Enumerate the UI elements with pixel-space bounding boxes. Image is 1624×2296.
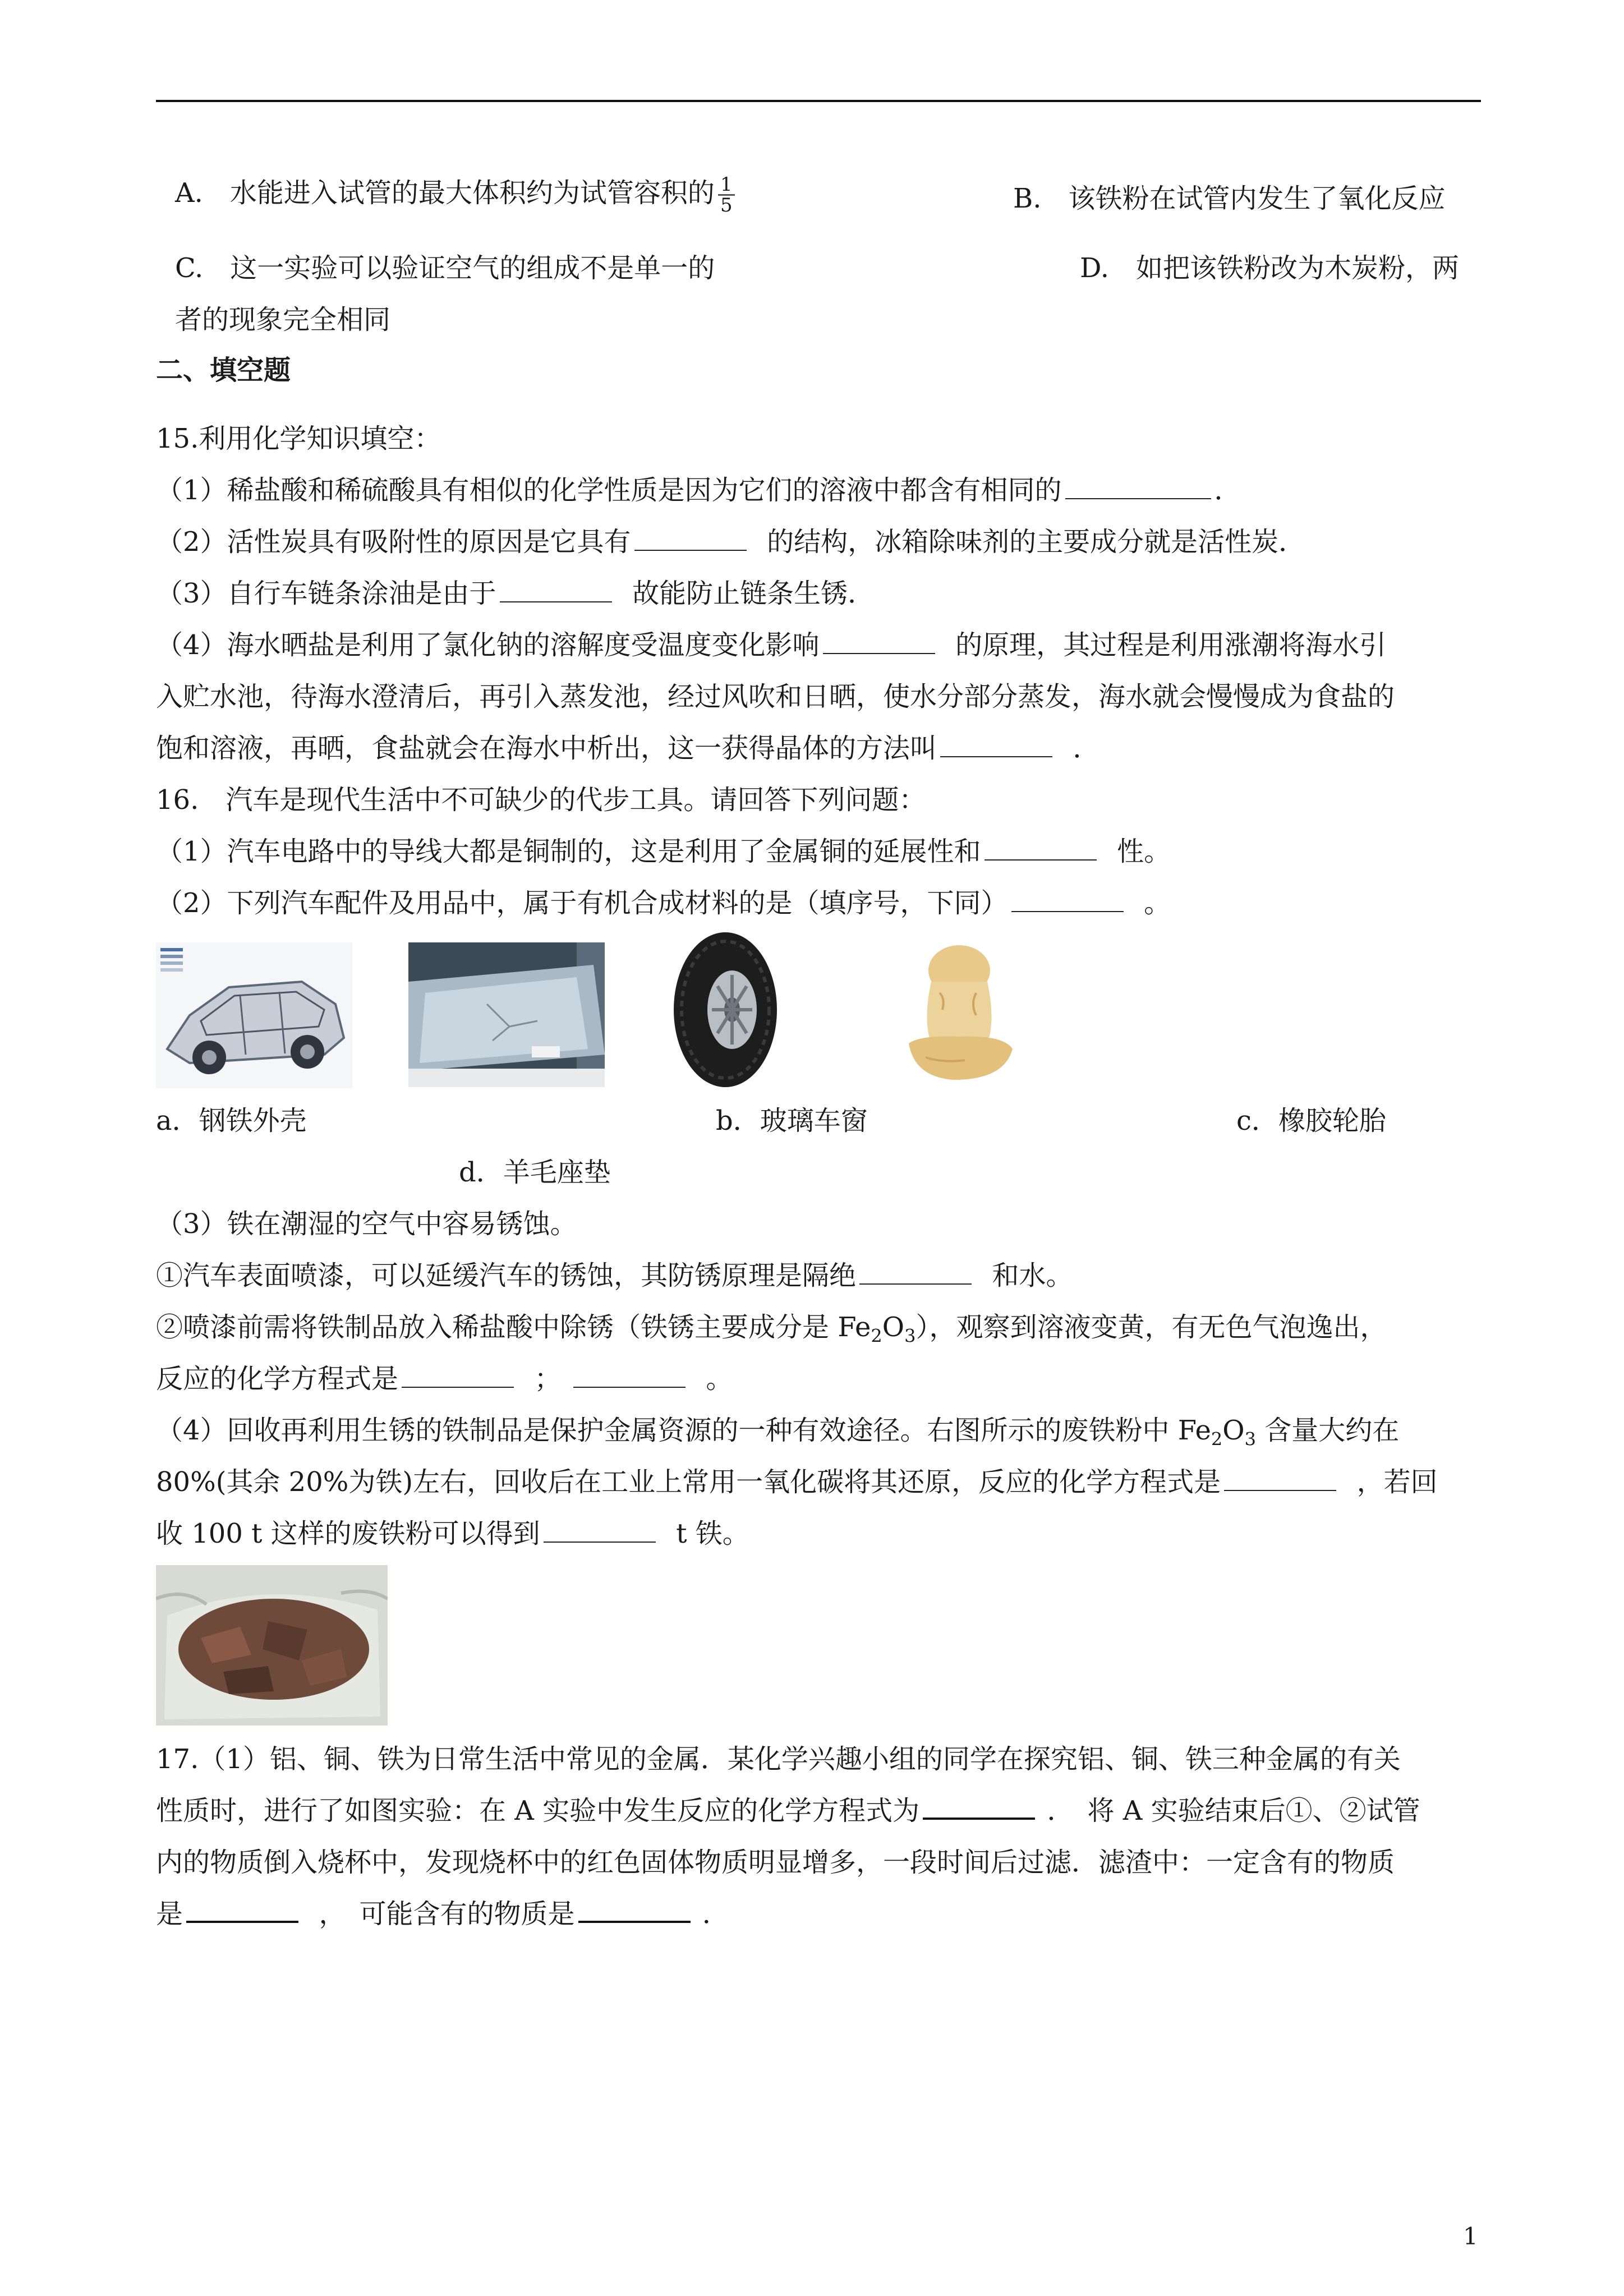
glass-window-image [408,942,605,1087]
q16-option-d: d．羊毛座垫 [459,1157,611,1188]
q16-part4-line2: 80%(其余 20%为铁)左右，回收后在工业上常用一氧化碳将其还原，反应的化学方程式是 ，若回 [156,1466,1438,1498]
section-title: 二、填空题 [156,355,291,386]
answer-blank[interactable] [402,1364,514,1388]
answer-blank[interactable] [573,1364,686,1388]
q14-option-c: C. 这一实验可以验证空气的组成不是单一的 [175,252,715,284]
wool-seat-cushion-image [892,937,1021,1084]
answer-blank[interactable] [578,1898,691,1923]
q17-line4: 是 ， 可能含有的物质是 ． [156,1898,729,1930]
answer-blank[interactable] [1065,476,1211,499]
answer-blank[interactable] [823,631,935,654]
answer-blank[interactable] [923,1795,1035,1820]
q15-part4-line3: 饱和溶液，再晒，食盐就会在海水中析出，这一获得晶体的方法叫 ． [156,733,1100,764]
q15-stem: 15.利用化学知识填空： [156,423,441,454]
rubber-tire-image [669,930,781,1089]
q17-line1: 17.（1）铝、铜、铁为日常生活中常见的金属．某化学兴趣小组的同学在探究铝、铜、铁三种金属的有关 [156,1743,1401,1775]
q14-option-d: D. 如把该铁粉改为木炭粉，两 [1080,252,1460,284]
q16-option-a: a．钢铁外壳 [156,1105,307,1137]
fraction: $\frac{1}{5}$ [718,175,735,215]
q16-part3-item2-line2: 反应的化学方程式是 ； 。 [156,1363,733,1395]
answer-blank[interactable] [500,579,612,602]
header-rule [156,100,1481,102]
q16-part3-item2: ②喷漆前需将铁制品放入稀盐酸中除锈（铁锈主要成分是 $Fe_2O_3$），观察到溶液变黄，有无色气泡逸出， [156,1312,1387,1347]
answer-blank[interactable] [1011,889,1124,912]
q16-part3-item1: ①汽车表面喷漆，可以延缓汽车的锈蚀，其防锈原理是隔绝 和水。 [156,1260,1073,1291]
answer-blank[interactable] [859,1261,972,1285]
q16-option-b: b．玻璃车窗 [716,1105,868,1137]
page-number: 1 [1463,2223,1478,2250]
answer-blank[interactable] [634,527,747,551]
q17-line2: 性质时，进行了如图实验：在 A 实验中发生反应的化学方程式为 ． 将 A 实验结束后①、②试管 [156,1795,1420,1826]
answer-blank[interactable] [940,734,1052,757]
q16-option-c: c．橡胶轮胎 [1236,1105,1386,1137]
q15-part1: （1）稀盐酸和稀硫酸具有相似的化学性质是因为它们的溶液中都含有相同的 ． [156,475,1241,506]
waste-iron-powder-image [156,1565,388,1726]
answer-blank[interactable] [1224,1467,1336,1491]
car-body-image [156,942,352,1088]
q16-part1: （1）汽车电路中的导线大都是铜制的，这是利用了金属铜的延展性和 性。 [156,836,1171,867]
q14-option-a: A. 水能进入试管的最大体积约为试管容积的 $\frac{1}{5}$ [175,175,735,215]
q15-part4-line1: （4）海水晒盐是利用了氯化钠的溶解度受温度变化影响 的原理，其过程是利用涨潮将海水引 [156,629,1387,661]
q14-option-b: B. 该铁粉在试管内发生了氧化反应 [1013,183,1446,214]
q17-line3: 内的物质倒入烧杯中，发现烧杯中的红色固体物质明显增多，一段时间后过滤．滤渣中：一定含有的物质 [156,1847,1395,1878]
answer-blank[interactable] [186,1898,298,1923]
q16-part2: （2）下列汽车配件及用品中，属于有机合成材料的是（填序号，下同） 。 [156,887,1171,919]
q15-part2: （2）活性炭具有吸附性的原因是它具有 的结构，冰箱除味剂的主要成分就是活性炭． [156,526,1306,558]
answer-blank[interactable] [544,1519,656,1543]
q16-part4-line1: （4）回收再利用生锈的铁制品是保护金属资源的一种有效途径。右图所示的废铁粉中 $Fe_2O_3$ 含量大约在 [156,1415,1400,1450]
q16-part3: （3）铁在潮湿的空气中容易锈蚀。 [156,1208,577,1240]
q14-option-d-continued: 者的现象完全相同 [175,304,391,335]
q15-part4-line2: 入贮水池，待海水澄清后，再引入蒸发池，经过风吹和日晒，使水分部分蒸发，海水就会慢慢成为食盐的 [156,681,1395,712]
q15-part3: （3）自行车链条涂油是由于 故能防止链条生锈． [156,578,875,609]
answer-blank[interactable] [984,837,1097,861]
q16-part4-line3: 收 100 t 这样的废铁粉可以得到 t 铁。 [156,1518,749,1549]
q16-stem: 16. 汽车是现代生活中不可缺少的代步工具。请回答下列问题： [156,784,926,816]
